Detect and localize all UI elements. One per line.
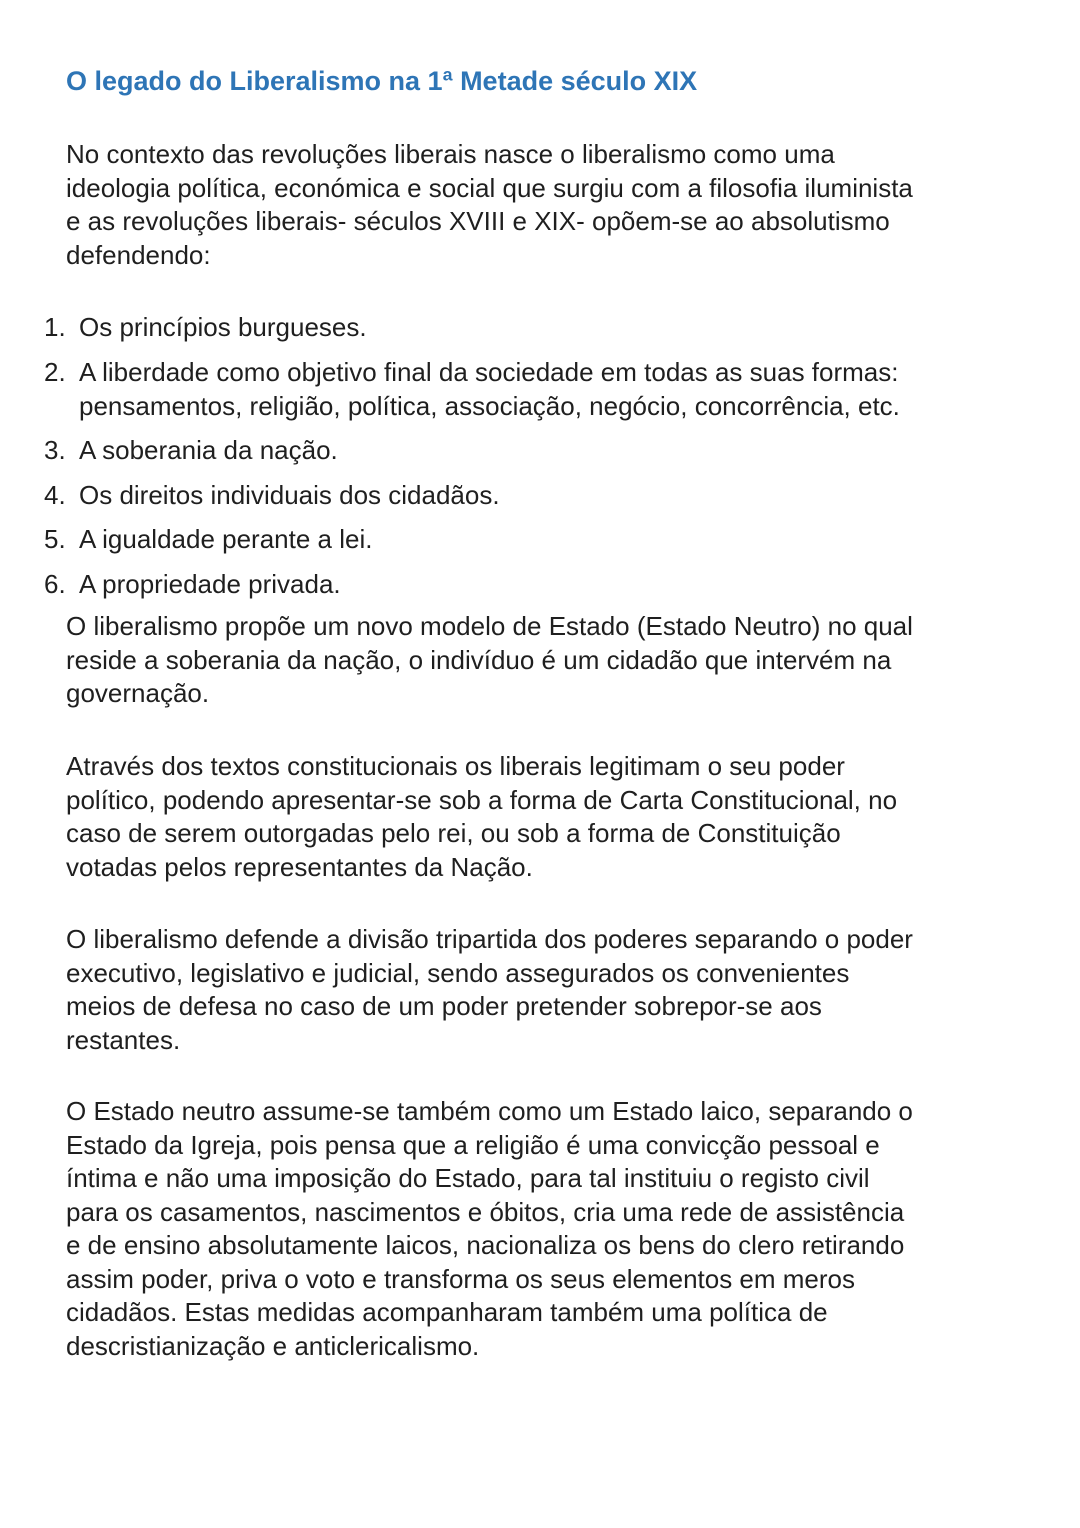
list-item	[44, 478, 900, 512]
document-title: O legado do Liberalismo na 1ª Metade século XIX	[66, 66, 698, 96]
text-line: descristianização e anticlericalismo.	[66, 1330, 480, 1361]
list-item-text: A igualdade perante a lei.	[79, 524, 373, 554]
list-number: 2.	[44, 356, 66, 387]
text-line: defendendo:	[66, 239, 211, 270]
text-line: caso de serem outorgadas pelo rei, ou sob a forma de Constituição	[66, 818, 841, 848]
list-item-text: A propriedade privada.	[79, 568, 341, 599]
text-line: O liberalismo propõe um novo modelo de Estado (Estado Neutro) no qual	[66, 611, 913, 641]
list-item	[44, 433, 900, 467]
list-item-text: Os princípios burgueses.	[79, 312, 367, 342]
separation-of-powers-paragraph	[66, 923, 1026, 1057]
text-line: cidadãos. Estas medidas acompanharam também uma política de	[66, 1297, 828, 1327]
text-line: assim poder, priva o voto e transforma os seus elementos em meros	[66, 1263, 856, 1294]
text-line: executivo, legislativo e judicial, sendo assegurados os convenientes	[66, 957, 850, 988]
principles-list	[44, 310, 900, 611]
list-item	[44, 567, 900, 601]
text-line: para os casamentos, nascimentos e óbitos, cria uma rede de assistência	[66, 1196, 905, 1227]
list-number: 6.	[44, 568, 66, 599]
intro-paragraph	[66, 138, 1026, 272]
list-item-text: A liberdade como objetivo final da sociedade em todas as suas formas:	[79, 356, 899, 387]
text-line: Através dos textos constitucionais os liberais legitimam o seu poder	[66, 751, 845, 781]
text-line: Estado da Igreja, pois pensa que a religião é uma convicção pessoal e	[66, 1129, 880, 1160]
list-item	[44, 355, 900, 423]
list-number: 4.	[44, 479, 66, 510]
text-line: político, podendo apresentar-se sob a forma de Carta Constitucional, no	[66, 784, 898, 815]
list-number: 3.	[44, 435, 66, 465]
list-item	[44, 522, 900, 556]
secular-state-paragraph	[66, 1095, 1026, 1363]
text-line: e de ensino absolutamente laicos, nacionaliza os bens do clero retirando	[66, 1230, 905, 1260]
list-item	[44, 310, 900, 344]
text-line: e as revoluções liberais- séculos XVIII e XIX- opõem-se ao absolutismo	[66, 206, 890, 236]
state-model-paragraph	[66, 610, 1026, 711]
constitution-paragraph	[66, 750, 1026, 884]
text-line: votadas pelos representantes da Nação.	[66, 851, 533, 882]
list-item-text: pensamentos, religião, política, associação, negócio, concorrência, etc.	[79, 390, 900, 421]
list-number: 5.	[44, 524, 66, 554]
text-line: O liberalismo defende a divisão tripartida dos poderes separando o poder	[66, 924, 913, 954]
text-line: meios de defesa no caso de um poder pretender sobrepor-se aos	[66, 991, 822, 1021]
text-line: restantes.	[66, 1024, 181, 1055]
list-number: 1.	[44, 312, 66, 342]
list-item-text: A soberania da nação.	[79, 435, 338, 465]
text-line: ideologia política, económica e social que surgiu com a filosofia iluminista	[66, 172, 913, 203]
text-line: reside a soberania da nação, o indivíduo é um cidadão que intervém na	[66, 644, 892, 675]
text-line: O Estado neutro assume-se também como um Estado laico, separando o	[66, 1096, 913, 1126]
text-line: íntima e não uma imposição do Estado, para tal instituiu o registo civil	[66, 1163, 870, 1193]
text-line: governação.	[66, 678, 210, 708]
list-item-text: Os direitos individuais dos cidadãos.	[79, 479, 500, 510]
text-line: No contexto das revoluções liberais nasce o liberalismo como uma	[66, 139, 835, 169]
